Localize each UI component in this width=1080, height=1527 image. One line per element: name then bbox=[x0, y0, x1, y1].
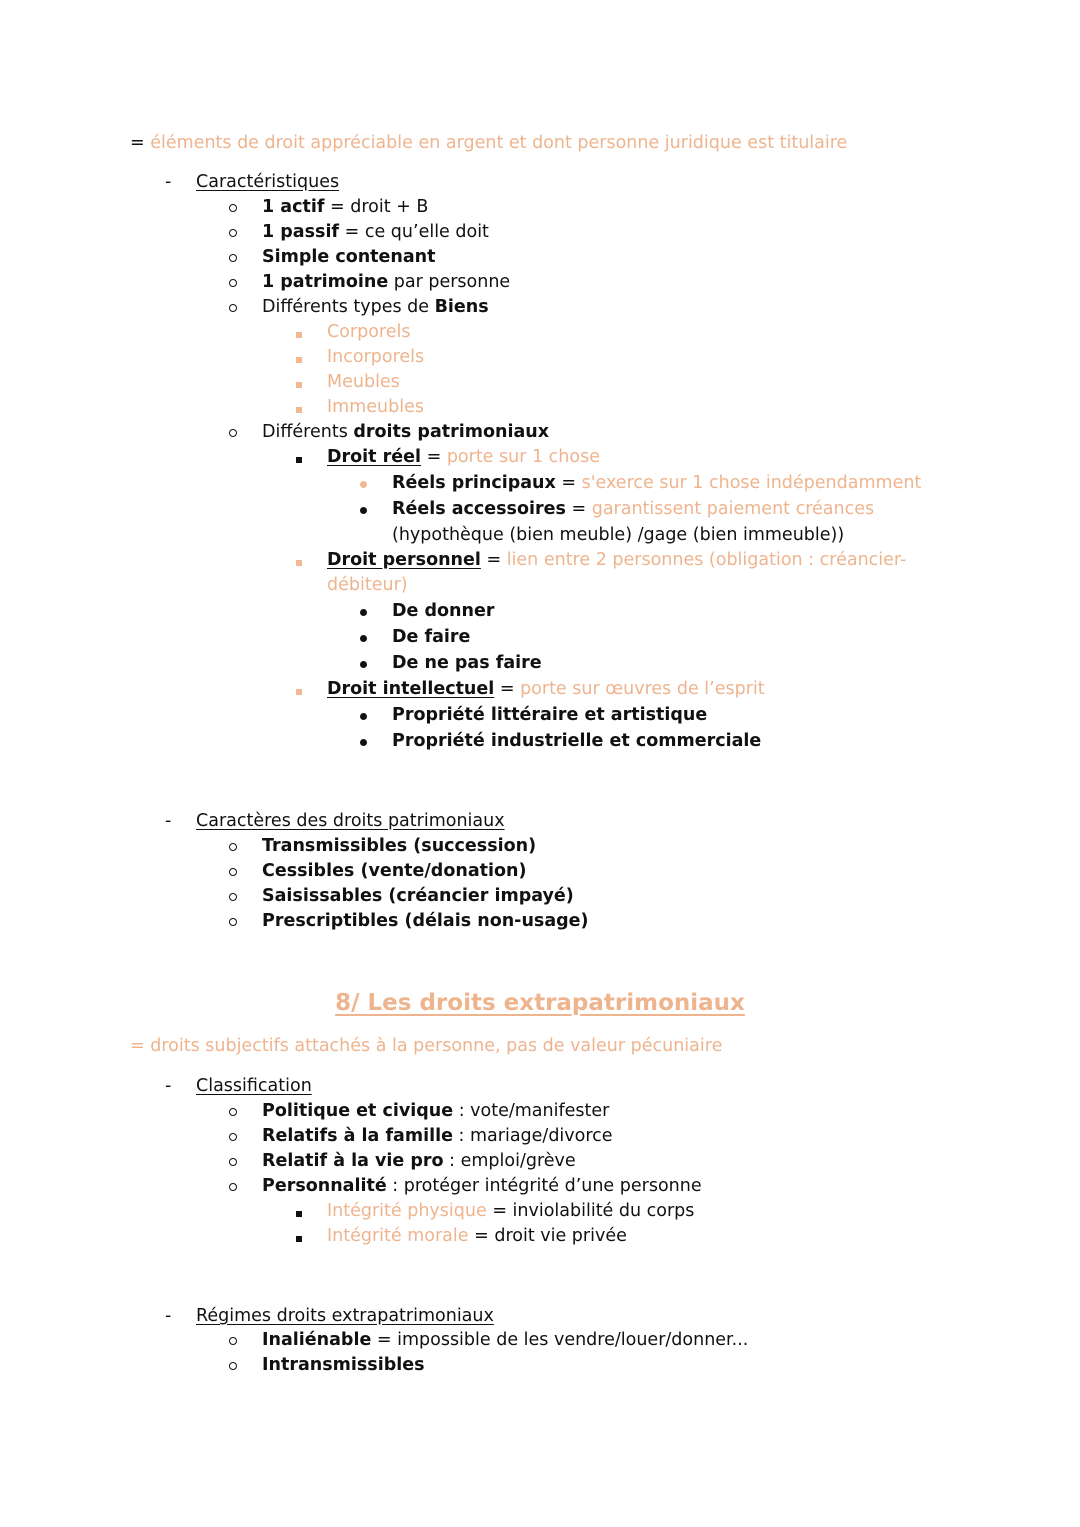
item-text: = ce qu’elle doit bbox=[339, 222, 489, 242]
circle-bullet-icon bbox=[229, 1353, 237, 1377]
dot-bullet-icon bbox=[360, 471, 367, 495]
item-text: (hypothèque (bien meuble) /gage (bien immeuble)) bbox=[392, 525, 845, 545]
list-item bbox=[392, 497, 874, 521]
bullet-shape bbox=[229, 204, 237, 212]
item-text: Personnalité bbox=[262, 1176, 387, 1196]
list-item bbox=[262, 195, 428, 219]
item-text: = droit + B bbox=[324, 197, 429, 217]
item-text: De donner bbox=[392, 601, 495, 621]
definition-text: éléments de droit appréciable en argent et dont personne juridique est titulaire bbox=[150, 133, 848, 153]
list-item bbox=[392, 625, 470, 649]
list-item bbox=[262, 1174, 702, 1198]
item-text: : emploi/grève bbox=[443, 1151, 576, 1171]
bullet-shape bbox=[229, 279, 237, 287]
dash-bullet-icon: - bbox=[165, 811, 172, 831]
bullet-shape bbox=[296, 382, 302, 388]
item-text: Différents bbox=[262, 422, 354, 442]
bullet-shape bbox=[296, 1211, 302, 1217]
dash-bullet-icon: - bbox=[165, 172, 172, 192]
bullet-shape bbox=[360, 713, 367, 720]
dot-bullet-icon bbox=[360, 625, 367, 649]
circle-bullet-icon bbox=[229, 1174, 237, 1198]
bullet-shape bbox=[229, 1337, 237, 1345]
item-text: droits patrimoniaux bbox=[353, 422, 550, 442]
list-item bbox=[327, 370, 400, 394]
item-text: = bbox=[421, 447, 447, 467]
bullet-shape bbox=[296, 457, 302, 463]
list-item bbox=[262, 270, 510, 294]
item-text: De ne pas faire bbox=[392, 653, 542, 673]
bullet-shape bbox=[229, 893, 237, 901]
item-text: Propriété industrielle et commerciale bbox=[392, 731, 762, 751]
item-text: Relatif à la vie pro bbox=[262, 1151, 444, 1171]
bullet-shape bbox=[360, 661, 367, 668]
definition-text: s'exerce sur 1 chose indépendamment bbox=[581, 473, 922, 493]
dot-bullet-icon bbox=[360, 651, 367, 675]
list-item bbox=[262, 295, 489, 319]
item-text: Cessibles (vente/donation) bbox=[262, 861, 527, 881]
bullet-shape bbox=[229, 254, 237, 262]
square-bullet-icon bbox=[296, 371, 302, 395]
definition-text: porte sur œuvres de l’esprit bbox=[520, 679, 765, 699]
list-item bbox=[392, 651, 542, 675]
item-text: Réels principaux bbox=[392, 473, 556, 493]
definition-text: débiteur) bbox=[327, 575, 408, 595]
circle-bullet-icon bbox=[229, 220, 237, 244]
item-text: 1 patrimoine bbox=[262, 272, 389, 292]
circle-bullet-icon bbox=[229, 195, 237, 219]
square-bullet-icon bbox=[296, 396, 302, 420]
list-item bbox=[262, 1149, 576, 1173]
item-text: Relatifs à la famille bbox=[262, 1126, 453, 1146]
circle-bullet-icon bbox=[229, 859, 237, 883]
bullet-shape bbox=[360, 507, 367, 514]
bullet-shape bbox=[229, 429, 237, 437]
definition-text: = droits subjectifs attachés à la personne, pas de valeur pécuniaire bbox=[130, 1036, 723, 1056]
item-title: Caractères des droits patrimoniaux bbox=[196, 811, 505, 831]
square-bullet-icon bbox=[296, 1200, 302, 1224]
item-title: Droit personnel bbox=[327, 550, 481, 570]
section-heading: 8/ Les droits extrapatrimoniaux bbox=[335, 990, 745, 1016]
bullet-shape bbox=[229, 868, 237, 876]
list-item bbox=[262, 884, 574, 908]
item-text: Intransmissibles bbox=[262, 1355, 425, 1375]
item-text: : mariage/divorce bbox=[452, 1126, 613, 1146]
bullet-shape bbox=[229, 843, 237, 851]
list-item bbox=[327, 1199, 694, 1223]
list-item bbox=[262, 245, 436, 269]
item-title: Caractéristiques bbox=[196, 172, 340, 192]
circle-bullet-icon bbox=[229, 909, 237, 933]
list-item bbox=[392, 471, 921, 495]
list-item bbox=[392, 523, 844, 547]
item-text: par personne bbox=[388, 272, 511, 292]
definition-text: garantissent paiement créances bbox=[591, 499, 875, 519]
definition-text: porte sur 1 chose bbox=[446, 447, 600, 467]
circle-bullet-icon bbox=[229, 295, 237, 319]
list-item bbox=[262, 1328, 748, 1352]
item-text: = bbox=[555, 473, 582, 493]
square-bullet-icon bbox=[296, 1225, 302, 1249]
list-item bbox=[327, 1224, 627, 1248]
item-text: = impossible de les vendre/louer/donner... bbox=[371, 1330, 749, 1350]
bullet-shape bbox=[360, 481, 367, 488]
square-bullet-icon bbox=[296, 346, 302, 370]
definition-text: Intégrité physique bbox=[327, 1201, 487, 1221]
item-text: = bbox=[494, 679, 521, 699]
circle-bullet-icon bbox=[229, 834, 237, 858]
dot-bullet-icon bbox=[360, 599, 367, 623]
bullet-shape bbox=[360, 609, 367, 616]
circle-bullet-icon bbox=[229, 245, 237, 269]
bullet-shape bbox=[229, 229, 237, 237]
item-text: : protéger intégrité d’une personne bbox=[386, 1176, 702, 1196]
list-item bbox=[327, 445, 600, 469]
bullet-shape bbox=[296, 332, 302, 338]
list-item bbox=[196, 1074, 312, 1098]
list-item bbox=[262, 1124, 613, 1148]
bullet-shape bbox=[296, 407, 302, 413]
item-text: = bbox=[480, 550, 507, 570]
circle-bullet-icon bbox=[229, 420, 237, 444]
list-item bbox=[392, 599, 494, 623]
list-item bbox=[262, 859, 526, 883]
dash-bullet-icon: - bbox=[165, 1306, 172, 1326]
definition-text: Incorporels bbox=[327, 347, 425, 367]
circle-bullet-icon bbox=[229, 1149, 237, 1173]
bullet-shape bbox=[296, 560, 302, 566]
circle-bullet-icon bbox=[229, 1328, 237, 1352]
list-item bbox=[196, 1304, 494, 1328]
item-text: Biens bbox=[434, 297, 489, 317]
definition-text: Corporels bbox=[327, 322, 411, 342]
item-text: Différents types de bbox=[262, 297, 435, 317]
list-item bbox=[327, 573, 408, 597]
bullet-shape bbox=[229, 1158, 237, 1166]
dot-bullet-icon bbox=[360, 729, 367, 753]
item-text: Prescriptibles (délais non-usage) bbox=[262, 911, 589, 931]
list-item bbox=[392, 703, 707, 727]
item-title: Classification bbox=[196, 1076, 312, 1096]
bullet-shape bbox=[296, 1236, 302, 1242]
item-text: De faire bbox=[392, 627, 471, 647]
item-text: 1 passif bbox=[262, 222, 340, 242]
circle-bullet-icon bbox=[229, 884, 237, 908]
item-text: Réels accessoires bbox=[392, 499, 566, 519]
list-item bbox=[262, 220, 489, 244]
definition-text: Intégrité morale bbox=[327, 1226, 469, 1246]
item-text: Simple contenant bbox=[262, 247, 436, 267]
item-text: Inaliénable bbox=[262, 1330, 372, 1350]
list-item bbox=[196, 170, 339, 194]
list-item bbox=[196, 809, 505, 833]
bullet-shape bbox=[229, 1133, 237, 1141]
list-item bbox=[392, 729, 761, 753]
definition-text: lien entre 2 personnes (obligation : créancier- bbox=[506, 550, 907, 570]
list-item bbox=[262, 1099, 609, 1123]
circle-bullet-icon bbox=[229, 1099, 237, 1123]
square-bullet-icon bbox=[296, 446, 302, 470]
item-title: Droit intellectuel bbox=[327, 679, 495, 699]
list-item bbox=[327, 345, 424, 369]
item-title: Droit réel bbox=[327, 447, 422, 467]
list-item bbox=[130, 1034, 722, 1058]
item-text: = inviolabilité du corps bbox=[486, 1201, 695, 1221]
list-item bbox=[262, 834, 536, 858]
dot-bullet-icon bbox=[360, 497, 367, 521]
item-text: Politique et civique bbox=[262, 1101, 454, 1121]
list-item bbox=[262, 420, 549, 444]
dot-bullet-icon bbox=[360, 703, 367, 727]
bullet-shape bbox=[229, 1183, 237, 1191]
definition-text: Immeubles bbox=[327, 397, 424, 417]
bullet-shape bbox=[229, 304, 237, 312]
list-item bbox=[327, 548, 906, 572]
bullet-shape bbox=[229, 918, 237, 926]
list-item bbox=[262, 909, 589, 933]
circle-bullet-icon bbox=[229, 270, 237, 294]
list-item bbox=[327, 395, 424, 419]
bullet-shape bbox=[229, 1362, 237, 1370]
list-item bbox=[327, 677, 765, 701]
circle-bullet-icon bbox=[229, 1124, 237, 1148]
item-text: Transmissibles (succession) bbox=[262, 836, 537, 856]
square-bullet-icon bbox=[296, 549, 302, 573]
item-text: : vote/manifester bbox=[453, 1101, 610, 1121]
dash-bullet-icon: - bbox=[165, 1076, 172, 1096]
square-bullet-icon bbox=[296, 678, 302, 702]
item-text: = droit vie privée bbox=[468, 1226, 627, 1246]
list-item bbox=[262, 1353, 425, 1377]
bullet-shape bbox=[229, 1108, 237, 1116]
bullet-shape bbox=[360, 739, 367, 746]
item-title: Régimes droits extrapatrimoniaux bbox=[196, 1306, 494, 1326]
bullet-shape bbox=[360, 635, 367, 642]
item-text: = bbox=[565, 499, 592, 519]
item-text: Saisissables (créancier impayé) bbox=[262, 886, 574, 906]
bullet-shape bbox=[296, 689, 302, 695]
list-item bbox=[327, 320, 411, 344]
list-item bbox=[130, 131, 847, 155]
definition-text: Meubles bbox=[327, 372, 400, 392]
item-text: Propriété littéraire et artistique bbox=[392, 705, 708, 725]
bullet-shape bbox=[296, 357, 302, 363]
item-text: 1 actif bbox=[262, 197, 325, 217]
item-text: = bbox=[130, 133, 151, 153]
square-bullet-icon bbox=[296, 321, 302, 345]
